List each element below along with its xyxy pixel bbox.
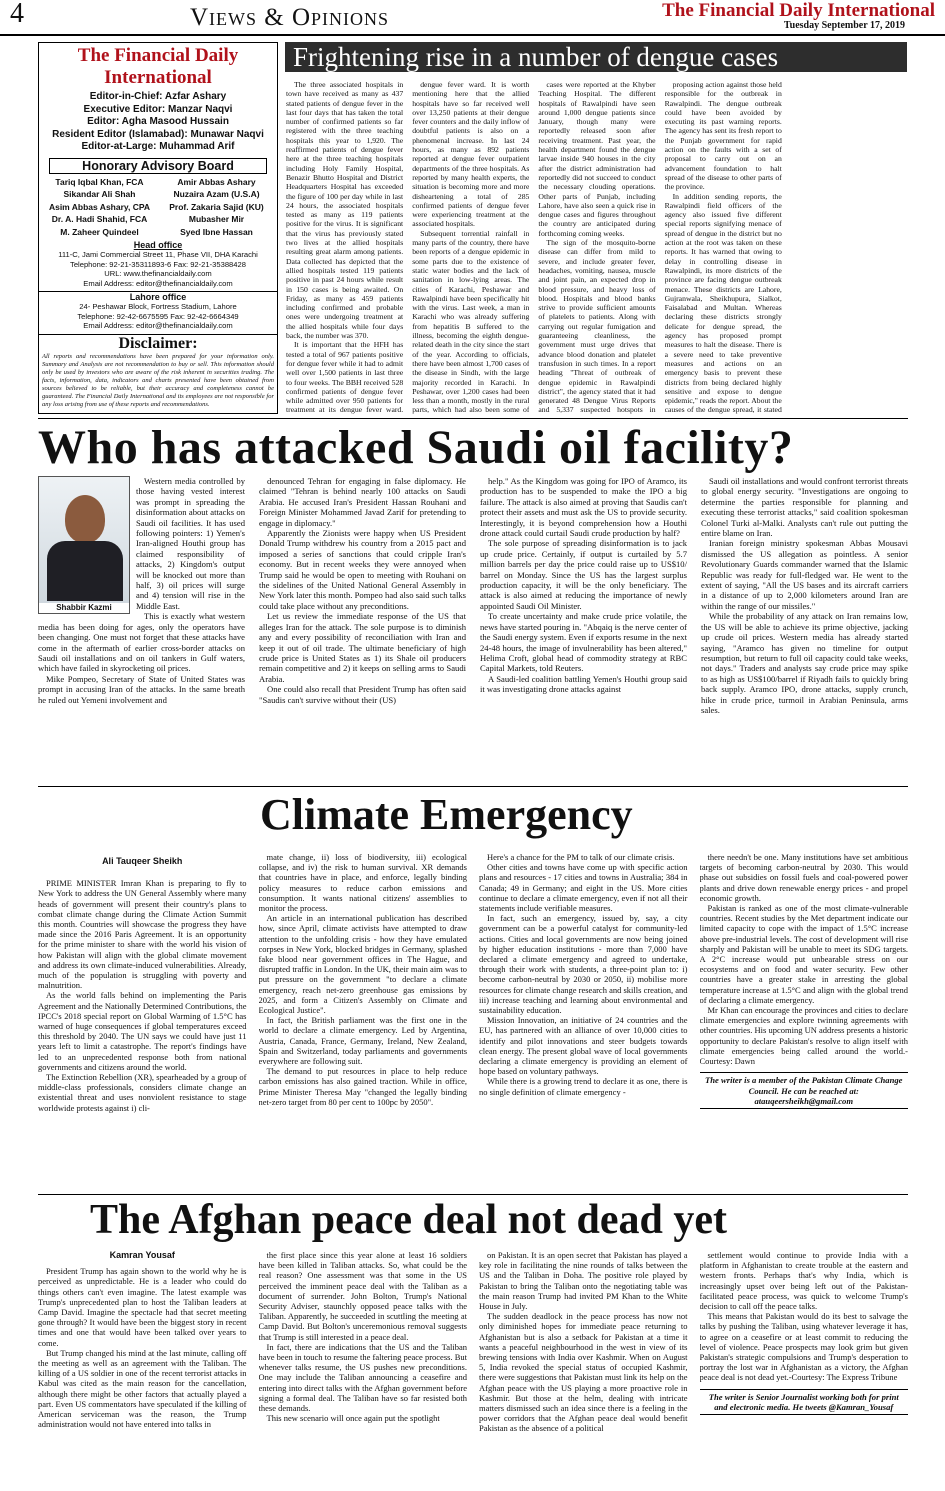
- article-column: [480, 476, 687, 784]
- article-column: [479, 852, 688, 1192]
- author-photo-head: [65, 495, 105, 543]
- article-column: [412, 80, 529, 414]
- masthead-title: The Financial Daily International: [77, 45, 239, 88]
- paragraph: In fact, there are indications that the US and the Taliban have been in touch to resume the faltering peace process. But whenever talks resume, the US pushes new preconditions. One may include the Taliban announcing a ceasefire and entering into direct talks with the Afghan government before signing a formal deal. The Taliban have so far resisted both these demands.: [258, 1341, 467, 1414]
- staff-list: [39, 91, 277, 154]
- paragraph: To create uncertainty and make crude price volatile, the news have started pouring in. "Abqaiq is the nerve center of the Saudi energy system. Even if exports resume in the next 24-48 hours, the image of invulnerability has been altered," Helima Croft, global head of commodity strategy at RBC Capital Markets, told Reuters.: [480, 611, 687, 674]
- author-name: Shabbir Kazmi: [39, 603, 129, 613]
- article-column: [700, 1250, 909, 1486]
- disclaimer-title: Disclaimer:: [39, 334, 277, 353]
- paragraph: Western media controlled by those having vested interest was prompt in spreading the disinformation about attacks on Saudi oil facilities. It has used following pointers: 1) Yemen's Iran-aligned Houthi group has claimed responsibility of attacks, 2) Kingdom's output will be knocked out more than half, 3) oil prices will surge and 4) tension will rise in the Middle East.: [136, 476, 245, 611]
- paragraph: In fact, such an emergency, issued by, say, a city government can be a powerful catalyst for community-led actions. Cities and local governments are now being joined by higher education institutions - more than 7,000 have declared a climate emergency and agreed to undertake, through their work with students, a three-point plan to: i) become carbon-neutral by 2030 or 2050, ii) mobilise more resources for climate change research and skills creation, and iii) increase teaching and learning about environmental and sustainability education.: [479, 913, 688, 1016]
- paragraph: It is important that the HFH has tested a total of 967 patients positive for dengue fever while it had to admit well over 1,500 patients in last three to four weeks. The BBH received 528 confirmed patients of dengue fever while admitted over 950 patients for treatment at its dengue fever ward.: [286, 340, 404, 414]
- paragraph: proposing action against those held responsible for the outbreak in Rawalpindi. The dengue outbreak could have been avoided by executing its past warning reports. The agency has sent its fresh report to the Punjab government for rapid action on the faults with a set of proposal to carry out on an advancement foundation to halt spread of the disease to other parts of the province.: [664, 80, 782, 192]
- advisor: Prof. Zakaria Sajid (KU): [169, 201, 264, 212]
- advisory-board-list: [39, 176, 277, 239]
- paragraph: The sign of the mosquito-borne disease can differ from mild to severe, and include greater fever, headaches, vomiting, nausea, muscle and joint pain, an expected drop in blood pressure, and heavy loss of blood. Hospitals and blood banks strive to provide sufficient amounts of platelets to patients. Along with carrying out regular fumigation and guaranteeing cleanliness, the government must urge drives that advance blood donation and platelet transfusion in such times. In a report heading "Threat of outbreak of dengue epidemic in Rawalpindi district", the agency stated that it had generated 48 Dengue Virus Reports and 5,337 suspected hotspots in: [538, 238, 656, 414]
- advisory-board-title: Honorary Advisory Board: [49, 158, 267, 174]
- advisor: M. Zaheer Quindeel: [60, 226, 139, 237]
- page-number: 4: [10, 0, 24, 29]
- paragraph: cases were reported at the Khyber Teaching Hospital. The different hospitals of Rawalpindi have seen around 1,000 dengue patients since January, though many were reportedly released soon after receiving treatment. Past year, the health department found the dengue larvae inside 940 houses in the city after the district administration had reportedly did not succeed to conduct the necessary clouding operations. Other parts of Punjab, including Lahore, have also seen a quick rise in dengue cases and figures throughout the country are anticipated during forthcoming coming weeks.: [538, 80, 656, 238]
- head-office-title: Head office: [133, 240, 183, 250]
- article-column: [38, 852, 247, 1192]
- paragraph: there needn't be one. Many institutions have set ambitious targets of becoming carbon-neutral by 2030. This would phase out subsidies on fossil fuels and coal-powered power plants and drive down renewable energy prices - and propel economic growth.: [699, 852, 908, 903]
- paragraph: A Saudi-led coalition battling Yemen's Houthi group said it was investigating drone attacks against: [480, 673, 687, 695]
- advisor: Sikandar Ali Shah: [63, 189, 136, 199]
- article-column: [479, 1250, 688, 1486]
- paragraph: Apparently the Zionists were happy when US President Donald Trump withdrew his country from a 2015 pact and imposed a series of sanctions that could cripple Iran's economy. But in recent weeks they were annoyed when Trump said he would be open to meeting with Rouhani on the sidelines of the United National General Assembly in New York later this month. Pompeo had also said such talks could take place without any preconditions.: [259, 528, 466, 611]
- paragraph: denounced Tehran for engaging in false diplomacy. He claimed "Tehran is behind nearly 100 attacks on Saudi Arabia. He accused Iran's President Hassan Rouhani and Foreign Minister Mohammed Javad Zarif for pretending to engage in diplomacy.": [259, 476, 466, 528]
- staff-line: Executive Editor: Manzar Naqvi: [83, 103, 233, 115]
- article-column: [701, 476, 908, 784]
- paragraph: dengue fever ward. It is worth mentioning here that the allied hospitals have so far received well over 13,250 patients at their dengue fever counters and the daily inflow of doubtful patients is also on a phenomenal increase. In last 24 hours, as many as 892 patients reported at dengue fever outpatient departments of the three hospitals. As reported by many health experts, the situation is becoming more and more disheartening a total of 285 confirmed patients of dengue fever were experiencing treatment at the associated hospitals.: [412, 80, 530, 229]
- lahore-office-title: Lahore office: [39, 291, 277, 302]
- paragraph: Mike Pompeo, Secretary of State of United States was prompt in accusing Iran of the attacks. In the same breath he ruled out Yemeni involvement and: [38, 673, 245, 705]
- advisor: Syed Ibne Hassan: [180, 226, 253, 237]
- staff-line: Resident Editor (Islamabad): Munawar Naqvi: [52, 128, 264, 140]
- brand-name: The Financial Daily International: [662, 0, 935, 21]
- advisor: Nuzaira Azam (U.S.A): [173, 189, 260, 199]
- paragraph: This is exactly what western media has been doing for ages, only the operators have been changing. One must not forget that these attacks have come in the aftermath of earlier cross-border attacks on Saudi oil installations and on oil tankers in Gulf waters, which have failed in skyrocketing oil prices.: [38, 611, 245, 674]
- lahore-office-line: 24- Peshawar Block, Fortress Stadium, Lahore: [79, 302, 237, 311]
- advisor: Amir Abbas Ashary: [177, 176, 256, 187]
- author-photo-body: [47, 541, 123, 601]
- advisor: Dr. A. Hadi Shahid, FCA: [51, 214, 148, 224]
- article-column: [259, 852, 468, 1192]
- paragraph: An article in an international publication has described how, since April, climate activists have attempted to draw attention to the unfolding crisis - how they have emulated corpses in New York, blocked bridges in Germany, splashed fake blood near government offices in The Hague, and disrupted traffic in London. In the UK, their main aim was to put pressure on the government "to declare a climate emergency, reach net-zero greenhouse gas emissions by 2025, and form a Citizen's Assembly on Climate and Ecological Justice".: [258, 913, 467, 1016]
- paragraph: Let us review the immediate response of the US that alleges Iran for the attack. The sole purpose is to diminish any and every possibility of reconciliation with Iran and keep it out of oil trade. The ultimate beneficiary of high crude price is United States as 1) its Shale oil producers remain competitive and 2) it keeps on selling arms to Saudi Arabia.: [259, 611, 466, 684]
- head-office-email: Email Address: editor@thefinancialdaily.com: [83, 278, 233, 288]
- staff-line: Editor: Agha Masood Hussain: [87, 116, 229, 127]
- paragraph: The Extinction Rebellion (XR), spearheaded by a group of middle-class professionals, considers climate change an existential threat and uses nonviolent resistance to stage worldwide protests against i) cli-: [38, 1072, 247, 1113]
- paragraph: The sole purpose of spreading disinformation is to jack up crude price. Certainly, if output is curtailed by 5.7 million barrels per day the price could raise up to US$10/ barrel on Monday. Since the US has the largest surplus production capacity, it will be the only beneficiary. The attack is also aimed at reducing the importance of newly appointed Saudi Oil Minister.: [480, 538, 687, 611]
- paragraph: the first place since this year alone at least 16 soldiers have been killed in Taliban attacks. So, what could be the real reason? One assessment was that some in the US perceived the imminent peace deal with the Taliban as a document of surrender. John Bolton, Trump's National Security Adviser, staunchly opposed peace talks with the Taliban. Apparently, he succeeded in scuttling the meeting at Camp David. But Bolton's unceremonious removal suggests that Trump is still interested in a peace deal.: [258, 1250, 467, 1342]
- climate-article: [38, 852, 908, 1192]
- article-column: [700, 852, 909, 1192]
- article-column: [286, 80, 403, 414]
- divider: [38, 1194, 908, 1195]
- article-column: [259, 476, 466, 784]
- paragraph: PRIME MINISTER Imran Khan is preparing to fly to New York to address the UN General Assembly where many heads of government will present their country's plans to combat climate change during the Climate Action Summit this month. Countries will showcase the progress they have made since the 2016 Paris Agreement. It is an opportunity for the prime minister to share with the world his vision of how Pakistan will align with the global climate movement and address its own climate-induced vulnerabilities. Already, much of the population is struggling with poverty and malnutrition.: [38, 878, 247, 991]
- paragraph: Other cities and towns have come up with specific action plans and resources - 17 cities and towns in Australia; 384 in Canada; 49 in Germany; and eight in the US. More cities continue to declare a climate emergency, even if not all their statements include verifiable measures.: [479, 862, 688, 914]
- paragraph: As the world falls behind on implementing the Paris Agreement and the Nationally Determined Contributions, the IPCC's 2018 special report on Global Warming of 1.5°C has warned of huge consequences if global temperatures exceed this threshold by 2040. The UN says we could have just 11 years left to limit a catastrophe. The report's findings have led to an unprecedented response both from national governments and citizens around the world.: [38, 990, 247, 1072]
- advisor: Mubasher Mir: [188, 214, 245, 224]
- paragraph: Subsequent torrential rainfall in many parts of the country, there have been reports of a dengue epidemic in some parts due to the existence of static water bodies and the lack of sanitation in low-lying areas. The cities of Karachi, Peshawar and Rawalpindi have been specifically hit with the virus. Last week, a man in Karachi who was already suffering from hepatitis B suffered to the illness, becoming the eighth dengue-related death in the city since the start of the year. According to officials, there have been almost 1,700 cases of the disease in Sindh, with the large majority recorded in Karachi. In Peshawar, over 1,200 cases had been less than a month, mostly in the rural parts, which had also been some of: [412, 228, 530, 414]
- paragraph: Saudi oil installations and would confront terrorist threats to global energy security. "Investigations are ongoing to determine the parties responsible for planning and executing these terrorist attacks," said coalition spokesman Colonel Turki al-Malki. Analysts can't rule out putting the entire blame on Iran.: [701, 476, 908, 539]
- disclaimer-text: All reports and recommendations have been prepared for your information only. Summary and Analysis are not recommendation to buy or sell. This information should only be used by investors who are aware of the risk inherent in securities trading. The facts, information, data, indicators and charts presented have been obtained from sources believed to be reliable, but their accuracy and completeness cannot be guaranteed. The Financial Daily International and its employees are not responsible for any loss arising from use of these reports and recommendations.: [42, 352, 274, 408]
- article-column: [665, 80, 782, 414]
- paragraph: While there is a growing trend to declare it as one, there is no single definition of climate emergency -: [479, 1076, 688, 1097]
- paragraph: In addition sending reports, the Rawalpindi field officers of the agency also issued five different special reports signifying menace of spread of dengue in the district but no action at the root was taken on these reports. It has warned that owing to delay in controlling disease in Rawalpindi, its more districts of the province are facing dengue outbreak menace. These districts are Lahore, Gujranwala, Sheikhupura, Sialkot, Faisalabad and Multan. Whereas declaring these districts strongly delicate for dengue spread, the agency has proposed prompt measures to halt the disease. There is a severe need to take preventive measures and actions on an emergency basis to prevent these districts from being declared highly sensitive and expose to dengue epidemic," reads the report. About the causes of the dengue spread, it stated: [664, 191, 782, 414]
- staff-line: Editor-in-Chief: Azfar Ashary: [89, 91, 227, 102]
- saudi-article: [38, 476, 908, 784]
- paragraph: The demand to put resources in place to help reduce carbon emissions has also gained traction. While in office, Prime Minister Theresa May "changed the legally binding net-zero target from 80 per cent to 100pc by 2050".: [258, 1066, 467, 1107]
- paragraph: The three associated hospitals in town have received as many as 437 stated patients of dengue fever in the last four days that has taken the total number of confirmed patients so far registered with the three teaching hospitals this year to 1,920. The reaffirmed patients of dengue fever here at the three teaching hospitals including Holy Family Hospital, Benazir Bhutto Hospital and District Headquarters Hospital has exceeded the figure of 100 per day while in last 24 hours, the associated hospitals tested as many as 119 patients positive for the virus. It is significant that the virus has previously stated two lives at the allied hospitals resulting great alarm among patients. Data collected has depicted that the allied hospitals tested 119 patients positive in past 24 hours while result in 150 cases is being awaited. On Friday, as many as 459 patients including confirmed and probable ones were undergoing treatment at the allied hospitals while four days back, the number was 370.: [286, 80, 404, 341]
- author-note: The writer is Senior Journalist working both for print and electronic media. He tweets @Kamran_Yousaf: [700, 1389, 909, 1416]
- paragraph: Iranian foreign ministry spokesman Abbas Mousavi dismissed the US allegation as pointless. A senior Revolutionary Guards commander warned that the Islamic Republic was ready for full-fledged war. He went to the extent of saying, "All the US bases and its aircraft carriers in a distance of up to 2,000 kilometers around Iran are within the range of our missiles.": [701, 538, 908, 611]
- author-note: The writer is a member of the Pakistan Climate Change Council. He can be reached at: atauqeersheikh@gmail.com: [700, 1072, 909, 1109]
- section-title: Views & Opinions: [190, 4, 390, 31]
- paragraph: help." As the Kingdom was going for IPO of Aramco, its production has to be suspended to make the IPO a big failure. The attack is also aimed at proving that Saudis can't protect their assets and must ask the US to provide security. Interestingly, it is beyond comprehension how a Houthi drone attack could curtail Saudi crude production by half?: [480, 476, 687, 539]
- paragraph: President Trump has again shown to the world why he is perceived as unpredictable. He is a leader who could do things others can't even imagine. The latest example was Trump's unprecedented plan to host the Taliban leaders at Camp David. Imagine the spectacle had that secret meeting gone through? It would have been the biggest story in recent times and one that would have been talked over years to come.: [38, 1266, 247, 1348]
- paragraph: Here's a chance for the PM to talk of our climate crisis.: [487, 852, 675, 862]
- saudi-headline: Who has attacked Saudi oil facility?: [38, 421, 794, 474]
- paragraph: One could also recall that President Trump has often said "Saudis can't survive without their (US): [259, 684, 466, 705]
- paragraph: But Trump changed his mind at the last minute, calling off the meeting as well as an agreement with the Taliban. The killing of a US soldier in one of the recent terrorist attacks in Kabul was cited as the main reason for the cancellation, although there might be other factors that actually played a part. Even US commentators have speculated if the killing of American serviceman was the reason, the Trump administration would not have entered into talks in: [38, 1347, 247, 1430]
- head-office-line: Telephone: 92-21-35311893-6 Fax: 92-21-35388428: [70, 259, 246, 269]
- author-byline: Ali Tauqeer Sheikh: [102, 856, 183, 866]
- lahore-office-line: Telephone: 92-42-6675595 Fax: 92-42-6664349: [77, 311, 239, 321]
- article-column: [38, 476, 245, 784]
- paragraph: While the probability of any attack on Iran remains low, the US will be able to achieve its prime objective, jacking up crude oil prices. Western media has already started saying, "Aramco has given no timeline for output resumption, but return to full oil capacity could take weeks, not days." Traders and analysts say crude price may spike to as high as US$100/barrel if Riyadh fails to quickly bring back supply. Aramco IPO, drone attacks, supply crunch, hike in crude price, turmoil in Arabian Peninsula, arms sales.: [701, 611, 908, 715]
- masthead-box: [38, 42, 278, 414]
- paragraph: mate change, ii) loss of biodiversity, iii) ecological collapse, and iv) the risk to human survival. XR demands that countries have in place, and enforce, legally binding policy measures to reduce carbon emissions and consumption. It wants national citizens' assemblies to monitor the process.: [258, 852, 467, 914]
- divider: [38, 786, 908, 787]
- head-office-url: URL: www.thefinancialdaily.com: [104, 269, 212, 278]
- page-header: [0, 0, 945, 36]
- article-column: [38, 1250, 247, 1486]
- head-office-line: 111-C, Jami Commercial Street 11, Phase VII, DHA Karachi: [58, 250, 258, 259]
- divider: [38, 418, 908, 419]
- afghan-article: [38, 1250, 908, 1486]
- paragraph: settlement would continue to provide India with a platform in Afghanistan to create trouble at the eastern and western fronts. Perhaps that's why India, which is increasingly upset over being left out of the Pakistan-facilitated peace process, was quick to welcome Trump's decision to call off the peace talks.: [699, 1250, 908, 1312]
- advisor: Asim Abbas Ashary, CPA: [48, 201, 151, 212]
- issue-date: Tuesday September 17, 2019: [783, 20, 905, 31]
- paragraph: Mr Khan can encourage the provinces and cities to declare climate emergencies and explore twinning agreements with other countries. His upcoming UN address presents a historic opportunity to declare Pakistan's resolve to align itself with climate emergencies being called around the world.-Courtesy: Dawn: [699, 1005, 908, 1067]
- author-byline: Kamran Yousaf: [109, 1250, 175, 1260]
- climate-headline: Climate Emergency: [260, 790, 633, 839]
- article-column: [259, 1250, 468, 1486]
- article-column: [538, 80, 655, 414]
- dengue-article: [286, 80, 908, 414]
- paragraph: Mission Innovation, an initiative of 24 countries and the EU, has partnered with an alliance of over 10,000 cities to identify and pilot innovations and steer budgets towards clean energy. The present global wave of local governments declaring a climate emergency is providing an element of hope based on voluntary pathways.: [479, 1015, 688, 1077]
- advisor: Tariq Iqbal Khan, FCA: [55, 176, 144, 187]
- dengue-headline: Frightening rise in a number of dengue cases: [285, 42, 907, 72]
- paragraph: In fact, the British parliament was the first one in the world to declare a climate emergency. Led by Argentina, Austria, Canada, France, Germany, Ireland, New Zealand, Spain and Switzerland, today parliaments and governments everywhere are following suit.: [258, 1015, 467, 1067]
- staff-line: Editor-at-Large: Muhammad Arif: [81, 141, 235, 152]
- paragraph: This means that Pakistan would do its best to salvage the talks by pushing the Taliban, using whatever leverage it has, to agree on a ceasefire or at least commit to reducing the level of violence. Peace prospects may look grim but given Pakistan's strategic compulsions and Trump's desperation to portray the lost war in Afghanistan as a victory, the Afghan peace deal is not dead yet.-Courtesy: The Express Tribune: [699, 1311, 908, 1383]
- paragraph: on Pakistan. It is an open secret that Pakistan has played a key role in facilitating the nine rounds of talks between the US and the Taliban in Doha. The positive role played by Pakistan to bring the Taliban onto the negotiating table was the main reason Trump had invited PM Khan to the White House in July.: [479, 1250, 688, 1312]
- author-photo: [38, 476, 130, 614]
- lahore-office-email: Email Address: editor@thefinancialdaily.com: [83, 321, 233, 330]
- afghan-headline: The Afghan peace deal not dead yet: [90, 1197, 728, 1243]
- paragraph: Pakistan is ranked as one of the most climate-vulnerable countries. Recent studies by the Met department indicate our limited capacity to cope with the impact of 1.5°C increase above pre-industrial levels. The cost of development will rise sharply and Pakistan will be unable to meet its SDG targets. A 2°C increase would put unbearable stress on our ecosystems and on food and water security. Few other countries have a greater stake in arresting the global temperature increase at 1.5°C and align with the global trend of declaring a climate emergency.: [699, 903, 908, 1005]
- paragraph: This new scenario will once again put the spotlight: [266, 1413, 440, 1424]
- paragraph: The sudden deadlock in the peace process has now not only diminished hopes for immediate peace returning to Afghanistan but is also a setback for Pakistan at a time it wants a peaceful neighbourhood in the west in view of its brewing tensions with India over Kashmir. When on August 5, India revoked the special status of occupied Kashmir, there were suggestions that Pakistan must link its help on the Afghan peace with the US playing a more proactive role in Kashmir. But those at the helm, dealing with intricate matters dismissed such an idea since there is a feeling in the power corridors that the Afghan peace deal would benefit Pakistan as the absence of a political: [479, 1311, 688, 1434]
